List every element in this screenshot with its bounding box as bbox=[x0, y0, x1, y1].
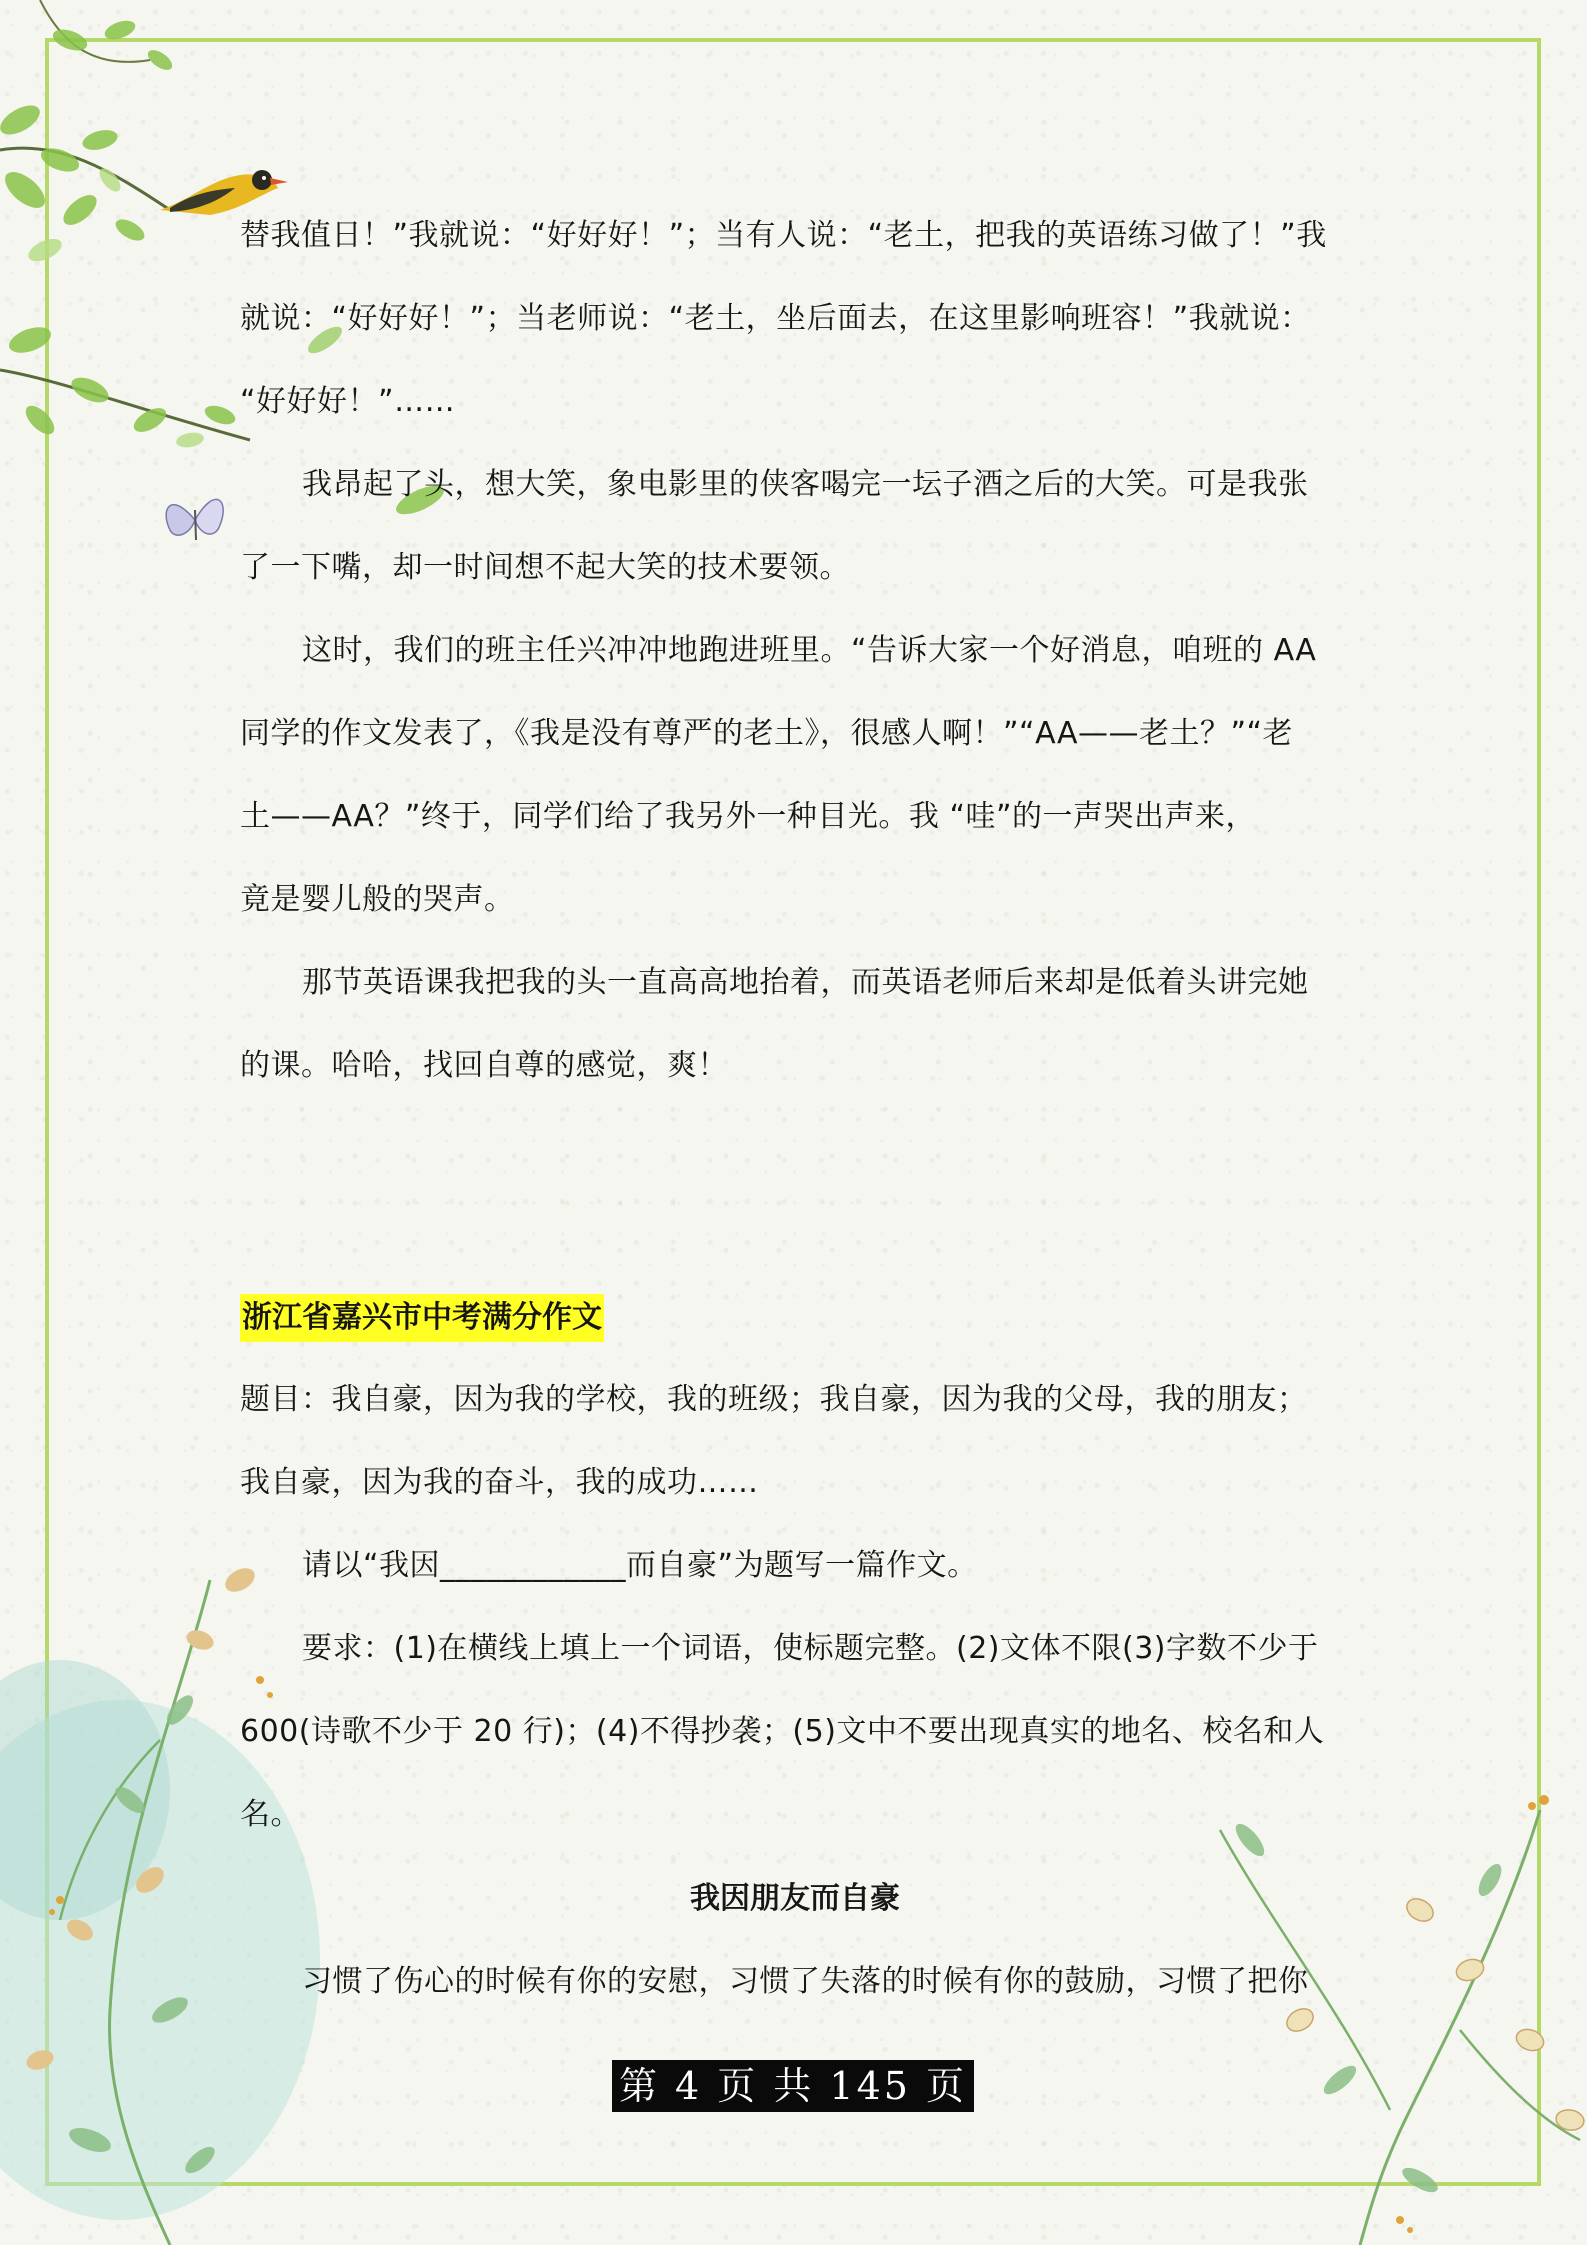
section-heading: 浙江省嘉兴市中考满分作文 bbox=[240, 1294, 604, 1342]
body-line: 这时，我们的班主任兴冲冲地跑进班里。“告诉大家一个好消息，咱班的 AA bbox=[302, 633, 1317, 668]
body-line: 了一下嘴，却一时间想不起大笑的技术要领。 bbox=[240, 550, 850, 585]
document-body bbox=[240, 0, 1350, 2245]
butterfly-icon bbox=[160, 480, 230, 560]
prompt-line: 要求：(1)在横线上填上一个词语，使标题完整。(2)文体不限(3)字数不少于 bbox=[302, 1631, 1319, 1666]
body-line: 的课。哈哈，找回自尊的感觉，爽！ bbox=[240, 1048, 728, 1083]
essay-first-line: 习惯了伤心的时候有你的安慰，习惯了失落的时候有你的鼓励，习惯了把你 bbox=[302, 1964, 1309, 1999]
body-line: 那节英语课我把我的头一直高高地抬着，而英语老师后来却是低着头讲完她 bbox=[302, 965, 1309, 1000]
body-line: 同学的作文发表了，《我是没有尊严的老土》，很感人啊！”“AA——老土？”“老 bbox=[240, 716, 1294, 751]
body-line: 土——AA？”终于，同学们给了我另外一种目光。我 “哇”的一声哭出声来， bbox=[240, 799, 1257, 834]
prompt-line: 题目：我自豪，因为我的学校，我的班级；我自豪，因为我的父母，我的朋友； bbox=[240, 1382, 1308, 1417]
prompt-line: 请以“我因____________而自豪”为题写一篇作文。 bbox=[302, 1548, 978, 1583]
body-line: 就说：“好好好！”；当老师说：“老土，坐后面去，在这里影响班容！”我就说： bbox=[240, 301, 1311, 336]
body-line: 替我值日！”我就说：“好好好！”；当有人说：“老土，把我的英语练习做了！”我 bbox=[240, 218, 1327, 253]
prompt-line: 600(诗歌不少于 20 行)；(4)不得抄袭；(5)文中不要出现真实的地名、校名和人 bbox=[240, 1714, 1325, 1749]
body-line: “好好好！”…… bbox=[240, 384, 456, 419]
essay-title: 我因朋友而自豪 bbox=[690, 1881, 900, 1916]
prompt-line: 名。 bbox=[240, 1797, 301, 1832]
body-line: 竟是婴儿般的哭声。 bbox=[240, 882, 515, 917]
page-number-footer: 第 4 页 共 145 页 bbox=[612, 2060, 974, 2112]
prompt-line: 我自豪，因为我的奋斗，我的成功…… bbox=[240, 1465, 759, 1500]
body-line: 我昂起了头，想大笑，象电影里的侠客喝完一坛子酒之后的大笑。可是我张 bbox=[302, 467, 1309, 502]
